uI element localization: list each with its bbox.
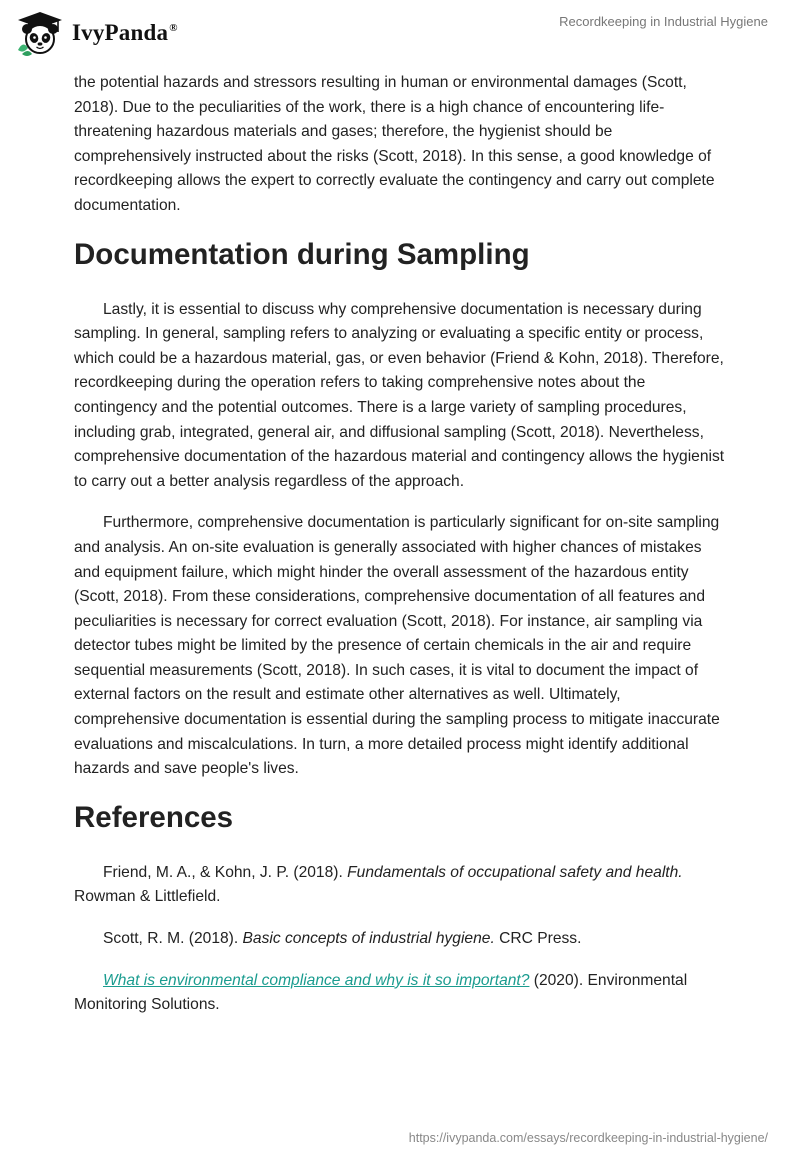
document-title: Recordkeeping in Industrial Hygiene [559, 14, 768, 29]
page-header [0, 0, 800, 70]
body-paragraph: Furthermore, comprehensive documentation is particularly significant for on-site sampling and analysis. An on-site evaluation is generally associated with higher chances of mistakes and equipment failure, which might hinder the overall assessment of the hazardous entity (Scott, 2018). From these considerations, comprehensive documentation of all features and peculiarities is necessary for correct evaluation (Scott, 2018). For instance, air sampling via detector tubes might be limited by the presence of certain chemicals in the air and require sequential measurements (Scott, 2018). In such cases, it is vital to document the impact of external factors on the result and estimate other alternatives as well. Ultimately, comprehensive documentation is essential during the sampling process to mitigate inaccurate evaluations and miscalculations. In turn, a more detailed process might identify additional hazards and save people's lives. [74, 514, 720, 778]
footer-url[interactable]: https://ivypanda.com/essays/recordkeeping-in-industrial-hygiene/ [408, 1131, 768, 1145]
reference-link[interactable]: What is environmental compliance and why is it so important? [103, 971, 530, 989]
essay-content [74, 71, 726, 1035]
reference-title: Fundamentals of occupational safety and health. [347, 863, 683, 881]
references-heading: References [74, 800, 234, 834]
ivypanda-logo[interactable] [14, 8, 178, 58]
panda-graduate-logo-icon [14, 10, 66, 56]
reference-title: Basic concepts of industrial hygiene. [242, 930, 495, 948]
brand-name: IvyPanda® [72, 20, 178, 45]
reference-item: Scott, R. M. (2018). Basic concepts of industrial hygiene. CRC Press. [103, 930, 582, 948]
reference-item: Friend, M. A., & Kohn, J. P. (2018). Fundamentals of occupational safety and health. Rowman & Littlefield. [74, 863, 683, 906]
reference-item: What is environmental compliance and why is it so important? (2020). Environmental Monitoring Solutions. [74, 971, 688, 1014]
registered-mark: ® [169, 22, 178, 35]
body-paragraph: Lastly, it is essential to discuss why comprehensive documentation is necessary during sampling. In general, sampling refers to analyzing or evaluating a specific entity or process, which could be a hazardous material, gas, or even behavior (Friend & Kohn, 2018). Therefore, recordkeeping during the operation refers to taking comprehensive notes about the contingency and the potential outcomes. There is a large variety of sampling procedures, including grab, integrated, general air, and diffusional sampling (Scott, 2018). Nevertheless, comprehensive documentation of the hazardous material and contingency allows the hygienist to carry out a better analysis regardless of the approach. [74, 300, 725, 490]
section-heading: Documentation during Sampling [74, 237, 530, 271]
intro-paragraph: the potential hazards and stressors resulting in human or environmental damages (Scott, 2018). Due to the peculiarities of the work, there is a high chance of encountering life-threatening hazardous materials and gases; therefore, the hygienist should be comprehensively instructed about the risks (Scott, 2018). In this sense, a good knowledge of recordkeeping allows the expert to correctly evaluate the contingency and carry out complete documentation. [74, 74, 715, 214]
